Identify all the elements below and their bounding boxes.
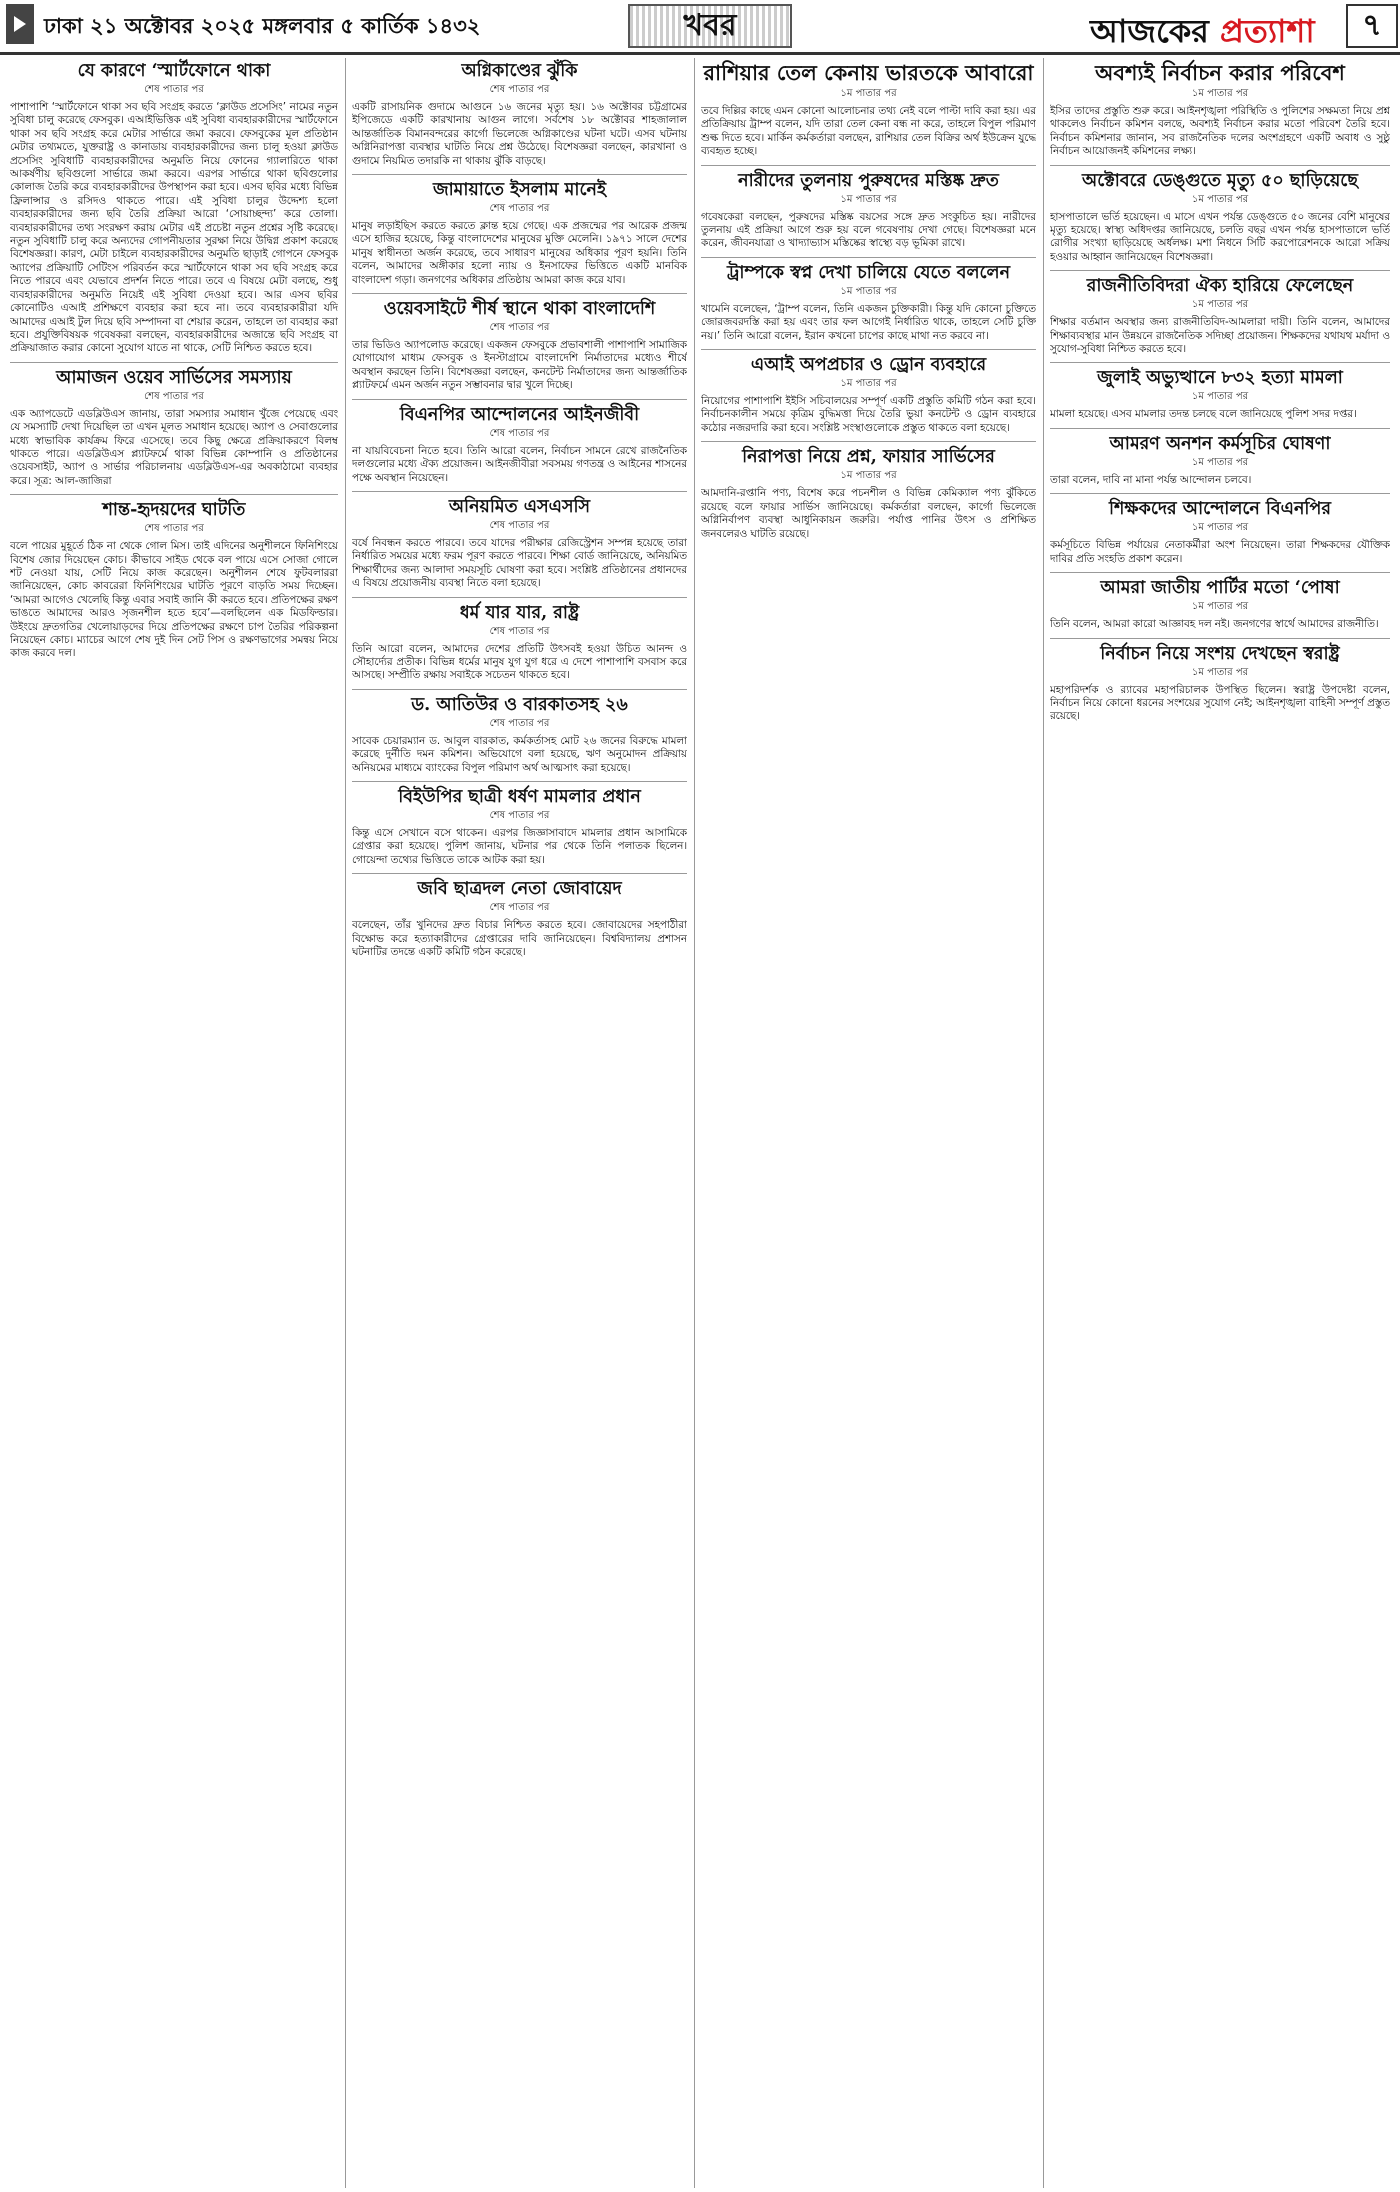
article-continuation-note: শেষ পাতার পর bbox=[144, 523, 204, 535]
article-body: কিন্তু এসে সেখানে বসে থাকেন। এরপর জিজ্ঞাসাবাদে মামলার প্রধান আসামিকে গ্রেপ্তার করা হয়েছে। পুলিশ জানায়, ঘটনার পর থেকে তিনি পলাতক ছিলেন। গোয়েন্দা তথ্যের ভিত্তিতে তাকে আটক করা হয়। bbox=[352, 826, 687, 866]
article-body: মানুষ লড়াইছিস করতে করতে ক্লান্ত হয়ে গেছে। এক প্রজন্মের পর আরেক প্রজন্ম এসে হাজির হয়েছে, কিন্তু বাংলাদেশের মানুষের মুক্তি মেলেনি। ১৯৭১ সালে দেশের মানুষ স্বাধীনতা অর্জন করেছে, তবে সাধারণ মানুষের অধিকার পূরণ হয়নি। তিনি বলেন, আমাদের অঙ্গীকার হলো ন্যায় ও ইনসাফের ভিত্তিতে একটি মানবিক বাংলাদেশ গড়া। জনগণের অধিকার প্রতিষ্ঠায় আমরা কাজ করে যাব। bbox=[352, 220, 687, 286]
article-divider bbox=[1050, 270, 1390, 271]
column-rule bbox=[694, 58, 695, 2188]
article-continuation-note: শেষ পাতার পর bbox=[489, 902, 550, 914]
article-body: নিয়োগের পাশাপাশি ইইসি সচিবালয়ের সম্পূর্ণ একটি প্রস্তুতি কমিটি গঠন করা হবে। নির্বাচনকালীন সময়ে কৃত্রিম বুদ্ধিমত্তা দিয়ে তৈরি ভুয়া কনটেন্ট ও ড্রোন ব্যবহারে কঠোর নজরদারি করা হবে। সংশ্লিষ্ট সংস্থাগুলোকে প্রস্তুত থাকতে বলা হয়েছে। bbox=[701, 395, 1036, 434]
article bbox=[1050, 498, 1390, 566]
column-rule bbox=[345, 58, 346, 2188]
article-continuation-note: শেষ পাতার পর bbox=[489, 717, 550, 729]
article-divider bbox=[701, 257, 1036, 258]
article-body: পাশাপাশি ‘স্মার্টফোনে থাকা সব ছবি সংগ্রহ করতে ‘ক্লাউড প্রসেসিং’ নামের নতুন সুবিধা চালু করেছে ফেসবুক। এআইভিত্তিক এই সুবিধা ব্যবহারকারীদের স্মার্টফোনে থাকা সব ছবি সংগ্রহ করে মেটার সার্ভারে জমা করবে। ফেসবুকের মূল প্রতিষ্ঠান মেটার তথ্যমতে, যুক্তরাষ্ট্র ও কানাডায় ব্যবহারকারীদের জন্য চালু হওয়া ক্লাউড প্রসেসিং সুবিধাটি ব্যবহারকারীদের অনুমতি নিয়ে ফোনের গ্যালারিতে থাকা আকর্ষণীয় ছবিগুলো সার্ভারে জমা করবে। এরপর সার্ভারে থাকা ছবিগুলোর কোলাজ তৈরি করে ব্যবহারকারীদের উপস্থাপন করা হবে। এসব ছবির মধ্যে বিভিন্ন ফ্রিলান্সার ও রসিদও থাকতে পারে। এই সুবিধা চালুর উদ্দেশ্য হলো ব্যবহারকারীদের জন্য ছবি তৈরি প্রক্রিয়া আরো ‘সোয়াচ্ছন্দ্য’ করে তোলা। ব্যবহারকারীদের তথ্য সংরক্ষণ করায় মেটার এই প্রচেষ্টা নতুন প্রশ্নের সৃষ্টি করেছে। নতুন সুবিধাটি চালু করে অন্যদের গোপনীয়তার সুরক্ষা নিয়ে উদ্বিগ্ন প্রকাশ করেছে বিশেষজ্ঞরা। কারণ, মেটা চাইলে ব্যবহারকারীদের অনুমতি ছাড়াই গোপনে ফেসবুক অ্যাপের প্রক্রিয়াটি সেটিংস পরিবর্তন করে স্মার্টফোনে থাকা সব ছবি সংগ্রহ করে নিতে পারবে এবং যেভাবে প্রদর্শন নিতে পারে। তবে এ বিষয়ে মেটা বলছে, শুধু ব্যবহারকারীদের অনুমতি নিয়েই এই সুবিধা দেওয়া হবে। আর এসব ছবির কোনোটিও এআই প্রশিক্ষণে ব্যবহার করা হবে না। তবে ব্যবহারকারীরা যদি আমাদের এআই টুল দিয়ে ছবি সম্পাদনা বা শেয়ার করেন, তাহলে তা ব্যবহার করা হবে। প্রযুক্তিবিষয়ক গবেষকরা বলছেন, ব্যবহারকারীদের অজান্তে ছবি সংগ্রহ বা প্রক্রিয়াজাত করার কোনো সুযোগ যাতে না থাকে, সেটি নিশ্চিত করতে হবে। bbox=[10, 101, 338, 355]
article bbox=[10, 60, 338, 356]
article-headline: অগ্নিকাণ্ডের ঝুঁকি bbox=[461, 61, 578, 81]
article-headline: নিরাপত্তা নিয়ে প্রশ্ন, ফায়ার সার্ভিসের bbox=[742, 447, 995, 468]
article-divider bbox=[1050, 362, 1390, 363]
article-headline: জবি ছাত্রদল নেতা জোবায়েদ bbox=[417, 879, 622, 900]
article-continuation-note: ১ম পাতার পর bbox=[840, 285, 897, 297]
article-body: মহাপরিদর্শক ও র‌্যাবের মহাপরিচালক উপস্থিত ছিলেন। স্বরাষ্ট্র উপদেষ্টা বলেন, নির্বাচন নিয়ে কোনো ধরনের সংশয়ের সুযোগ নেই; আইনশৃঙ্খলা বাহিনী সম্পূর্ণ প্রস্তুত রয়েছে। bbox=[1050, 683, 1390, 723]
article bbox=[1050, 577, 1390, 631]
article-divider bbox=[352, 689, 687, 690]
article-headline: অক্টোবরে ডেঙ্গুতে মৃত্যু ৫০ ছাড়িয়েছে bbox=[1082, 170, 1358, 191]
article-body: ইসির তাদের প্রস্তুতি শুরু করে। আইনশৃঙ্খলা পরিস্থিতি ও পুলিশের সক্ষমতা নিয়ে প্রশ্ন থাকলেও নির্বাচন কমিশন বলছে, অবশ্যই নির্বাচন করার মতো পরিবেশ তৈরি হবে। নির্বাচন কমিশনার জানান, সব রাজনৈতিক দলের অংশগ্রহণে একটি অবাধ ও সুষ্ঠু নির্বাচন আয়োজনই কমিশনের লক্ষ্য। bbox=[1050, 105, 1390, 158]
column-1 bbox=[10, 58, 338, 2188]
article-body: মামলা হয়েছে। এসব মামলার তদন্ত চলছে বলে জানিয়েছে পুলিশ সদর দপ্তর। bbox=[1050, 408, 1357, 421]
article-body: আমদানি-রপ্তানি পণ্য, বিশেষ করে পচনশীল ও বিভিন্ন কেমিক্যাল পণ্য ঝুঁকিতে রয়েছে বলে ফায়ার সার্ভিস জানিয়েছে। কর্মকর্তারা বলছেন, কার্গো ভিলেজে অগ্নিনির্বাপণ ব্যবস্থা আধুনিকায়ন জরুরি। পর্যাপ্ত পানির উৎস ও প্রশিক্ষিত জনবলেরও ঘাটতি রয়েছে। bbox=[701, 487, 1036, 540]
date-line: ঢাকা ২১ অক্টোবর ২০২৫ মঙ্গলবার ৫ কার্তিক ১৪৩২ bbox=[44, 14, 481, 38]
article-headline: নির্বাচন নিয়ে সংশয় দেখছেন স্বরাষ্ট্র bbox=[1100, 643, 1340, 664]
article-divider bbox=[701, 441, 1036, 442]
article bbox=[1050, 170, 1390, 265]
article bbox=[352, 694, 687, 775]
article-divider bbox=[352, 873, 687, 874]
article-continuation-note: ১ম পাতার পর bbox=[840, 193, 897, 205]
article bbox=[352, 60, 687, 168]
article bbox=[352, 496, 687, 591]
article-continuation-note: শেষ পাতার পর bbox=[489, 84, 550, 95]
article bbox=[10, 367, 338, 488]
article-divider bbox=[352, 597, 687, 598]
article-body: তিনি আরো বলেন, আমাদের দেশের প্রতিটি উৎসবই হওয়া উচিত আনন্দ ও সৌহার্দ্যের প্রতীক। বিভিন্ন ধর্মের মানুষ যুগ যুগ ধরে এ দেশে পাশাপাশি বসবাস করে আসছে। সম্প্রীতি রক্ষায় সবাইকে সচেতন থাকতে হবে। bbox=[352, 642, 687, 682]
article-headline: বিইউপির ছাত্রী ধর্ষণ মামলার প্রধান bbox=[398, 786, 641, 807]
article-continuation-note: ১ম পাতার পর bbox=[1191, 299, 1249, 311]
article-continuation-note: শেষ পাতার পর bbox=[144, 84, 204, 95]
article-headline: বিএনপির আন্দোলনের আইনজীবী bbox=[399, 404, 640, 425]
article-headline: আমরণ অনশন কর্মসূচির ঘোষণা bbox=[1109, 433, 1331, 454]
article-headline: রাজনীতিবিদরা ঐক্য হারিয়ে ফেলেছেন bbox=[1086, 276, 1354, 297]
article-divider bbox=[1050, 572, 1390, 573]
article bbox=[1050, 60, 1390, 159]
article bbox=[352, 298, 687, 393]
article-headline: ট্রাম্পকে স্বপ্ন দেখা চালিয়ে যেতে বললেন bbox=[726, 262, 1011, 283]
article bbox=[701, 262, 1036, 343]
article-continuation-note: ১ম পাতার পর bbox=[1191, 601, 1249, 613]
article bbox=[1050, 275, 1390, 356]
article-continuation-note: ১ম পাতার পর bbox=[1191, 391, 1249, 403]
article-headline: অবশ্যই নির্বাচন করার পরিবেশ bbox=[1095, 60, 1345, 85]
article-headline: যে কারণে ‘স্মার্টফোনে থাকা bbox=[77, 61, 271, 81]
article-headline: শান্ত-হৃদয়দের ঘাটতি bbox=[102, 500, 246, 521]
masthead bbox=[0, 0, 1400, 54]
article-body: একটি রাসায়নিক গুদামে আগুনে ১৬ জনের মৃত্যু হয়। ১৬ অক্টোবর চট্টগ্রামের ইপিজেডে একটি কারখানায় আগুন লাগে। সর্বশেষ ১৮ অক্টোবর শাহজালাল আন্তর্জাতিক বিমানবন্দরের কার্গো ভিলেজে অগ্নিকাণ্ডের ঘটনা ঘটে। এসব ঘটনায় অগ্নিনিরাপত্তা ব্যবস্থার ঘাটতি নিয়ে প্রশ্ন উঠেছে। বিশেষজ্ঞরা বলছেন, কারখানা ও গুদামে নিয়মিত তদারকি না থাকায় ঝুঁকি বাড়ছে। bbox=[352, 101, 687, 167]
article-divider bbox=[352, 491, 687, 492]
article-continuation-note: ১ম পাতার পর bbox=[1191, 522, 1249, 534]
article-body: বলেছেন, তাঁর খুনিদের দ্রুত বিচার নিশ্চিত করতে হবে। জোবায়েদের সহপাঠীরা বিক্ষোভ করে হত্যাকারীদের গ্রেপ্তারের দাবি জানিয়েছেন। বিশ্ববিদ্যালয় প্রশাসন ঘটনাটির তদন্তে একটি কমিটি গঠন করেছে। bbox=[352, 919, 687, 958]
page-number: ৭ bbox=[1346, 4, 1398, 48]
logo-prefix: আজকের bbox=[1090, 12, 1209, 50]
column-3 bbox=[701, 58, 1036, 2188]
column-2 bbox=[352, 58, 687, 2188]
article bbox=[701, 354, 1036, 435]
article-headline: রাশিয়ার তেল কেনায় ভারতকে আবারো bbox=[703, 60, 1034, 85]
article-body: তিনি বলেন, আমরা কারো আজ্ঞাবহ দল নই। জনগণের স্বার্থে আমাদের রাজনীতি। bbox=[1050, 618, 1379, 631]
article-continuation-note: ১ম পাতার পর bbox=[1191, 88, 1249, 99]
article-body: এক অ্যাপডেটে এডব্লিউএস জানায়, তারা সমস্যার সমাধান খুঁজে পেয়েছে এবং যে সমস্যাটি দেখা দিয়েছিল তা এখন মূলত সমাধান হয়েছে। অ্যাপ ও সেবাগুলোর মধ্যে স্বাভাবিক কার্যক্রম ফিরে এসেছে। তবে কিছু ক্ষেত্রে প্রক্রিয়াকরণে বিলম্ব থাকতে পারে। এডব্লিউএস প্ল্যাটফর্মে থাকা বিভিন্ন কোম্পানি ও প্রতিষ্ঠানের ওয়েবসাইট, অ্যাপ ও সার্ভার পরিচালনায় এডব্লিউএস-এর অবকাঠামো ব্যবহার করে। সূত্র: আল-জাজিরা bbox=[10, 407, 338, 487]
article-body: সাবেক চেয়ারম্যান ড. আবুল বারকাত, কর্মকর্তাসহ মোট ২৬ জনের বিরুদ্ধে মামলা করেছে দুর্নীতি দমন কমিশন। অভিযোগে বলা হয়েছে, ঋণ অনুমোদন প্রক্রিয়ায় অনিয়মের মাধ্যমে ব্যাংকের বিপুল পরিমাণ অর্থ আত্মসাৎ করা হয়েছে। bbox=[352, 734, 687, 774]
article bbox=[10, 499, 338, 661]
column-4 bbox=[1050, 58, 1390, 2188]
article-divider bbox=[352, 399, 687, 400]
article-continuation-note: ১ম পাতার পর bbox=[840, 378, 897, 390]
article bbox=[352, 404, 687, 485]
column-rule bbox=[1043, 58, 1044, 2188]
header-rule bbox=[0, 52, 1400, 55]
page-corner-arrow-icon bbox=[6, 4, 34, 44]
article bbox=[701, 170, 1036, 251]
article-continuation-note: শেষ পাতার পর bbox=[489, 809, 550, 821]
article bbox=[701, 446, 1036, 541]
article-headline: আমাজন ওয়েব সার্ভিসের সমস্যায় bbox=[56, 367, 292, 388]
article-divider bbox=[1050, 493, 1390, 494]
article bbox=[352, 878, 687, 959]
logo-accent: প্রত্যাশা bbox=[1219, 12, 1315, 50]
article bbox=[352, 179, 687, 287]
article-continuation-note: ১ম পাতার পর bbox=[1191, 193, 1249, 205]
article-divider bbox=[1050, 165, 1390, 166]
article-body: গবেষকেরা বলছেন, পুরুষদের মস্তিষ্ক বয়সের সঙ্গে দ্রুত সংকুচিত হয়। নারীদের তুলনায় এই প্রক্রিয়া আগে শুরু হয় বলে গবেষণায় দেখা গেছে। বিশেষজ্ঞরা মনে করেন, জীবনযাত্রা ও খাদ্যাভ্যাস মস্তিষ্কের স্বাস্থ্যে বড় ভূমিকা রাখে। bbox=[701, 210, 1036, 250]
article-headline: নারীদের তুলনায় পুরুষদের মস্তিষ্ক দ্রুত bbox=[738, 170, 999, 191]
article bbox=[352, 786, 687, 867]
article-body: তার ভিডিও অ্যাপলোড করেছে। একজন ফেসবুকে প্রভাবশালী পাশাপাশি সামাজিক যোগাযোগ মাধ্যম ফেসবুক ও ইনস্টাগ্রামে বাংলাদেশি নির্মাতাদের মধ্যেও শীর্ষে অবস্থান করছেন তিনি। বিশেষজ্ঞরা বলছেন, কনটেন্ট নির্মাতাদের জন্য আন্তর্জাতিক প্ল্যাটফর্মে এমন অর্জন নতুন সম্ভাবনার দ্বার খুলে দিচ্ছে। bbox=[352, 339, 687, 392]
article bbox=[1050, 433, 1390, 487]
article-divider bbox=[352, 174, 687, 175]
article-body: বলে পায়ের মুহূর্তে ঠিক না থেকে গোল মিস। তাই এদিনের অনুশীলনে ফিনিশিংয়ে বিশেষ জোর দিয়েছেন কোচ। কীভাবে সাইড থেকে বল পায়ে এসে সোজা গোলে শট নেওয়া যায়, সেটি নিয়ে কাজ করেছেন। অনুশীলন শেষে ফুটবলাররা জানিয়েছেন, কোচ কাবরেরা ফিনিশিংয়ের ঘাটতি পূরণে বাড়তি সময় দিচ্ছেন। ‘আমরা আগেও খেলেছি কিন্তু এবার সবাই জানি কী করতে হবে। প্রতিপক্ষের রক্ষণ ভাঙতে আমাদের আরও সৃজনশীল হতে হবে’—বলছিলেন এক মিডফিল্ডার। উইংয়ে দ্রুতগতির খেলোয়াড়দের দিয়ে প্রতিপক্ষের রক্ষণে চাপ তৈরির পরিকল্পনা নিয়েছেন কোচ। ম্যাচের আগে শেষ দুই দিন সেট পিস ও রক্ষণভাগের সমন্বয় নিয়ে কাজ করবে দল। bbox=[10, 540, 338, 660]
article bbox=[352, 602, 687, 683]
article-headline: জামায়াতে ইসলাম মানেই bbox=[432, 180, 607, 201]
article-continuation-note: শেষ পাতার পর bbox=[489, 519, 550, 531]
article-headline: শিক্ষকদের আন্দোলনে বিএনপির bbox=[1109, 499, 1331, 520]
article bbox=[701, 60, 1036, 159]
article-divider bbox=[10, 494, 338, 495]
article-continuation-note: ১ম পাতার পর bbox=[1191, 666, 1249, 678]
article-headline: অনিয়মিত এসএসসি bbox=[448, 496, 591, 517]
article-body: খামেনি বলেছেন, ‘ট্রাম্প বলেন, তিনি একজন চুক্তিকারী। কিন্তু যদি কোনো চুক্তিতে জোরজবরদস্তি করা হয় এবং তার ফল আগেই নির্ধারিত থাকে, তাহলে সেটি চুক্তি নয়।’ তিনি আরো বলেন, ইরান কখনো চাপের কাছে মাথা নত করবে না। bbox=[701, 302, 1036, 342]
article-headline: এআই অপপ্রচার ও ড্রোন ব্যবহারে bbox=[750, 355, 987, 376]
article-divider bbox=[10, 362, 338, 363]
article bbox=[1050, 643, 1390, 724]
article-continuation-note: শেষ পাতার পর bbox=[489, 322, 550, 334]
article-headline: জুলাই অভ্যুত্থানে ৮৩২ হত্যা মামলা bbox=[1097, 368, 1343, 389]
article-body: তারা বলেন, দাবি না মানা পর্যন্ত আন্দোলন চলবে। bbox=[1050, 473, 1252, 486]
article-continuation-note: ১ম পাতার পর bbox=[840, 470, 897, 482]
article-continuation-note: ১ম পাতার পর bbox=[1191, 456, 1249, 468]
article-divider bbox=[352, 293, 687, 294]
section-title: খবর bbox=[628, 4, 792, 48]
article-body: বর্ষে নিবন্ধন করতে পারবে। তবে যাদের পরীক্ষার রেজিস্ট্রেশন সম্পন্ন হয়েছে তারা নির্ধারিত সময়ের মধ্যে ফরম পূরণ করতে পারবে। শিক্ষা বোর্ড জানিয়েছে, অনিয়মিত শিক্ষার্থীদের জন্য আলাদা সময়সূচি ঘোষণা করা হবে। সংশ্লিষ্ট প্রতিষ্ঠানের প্রধানদের এ বিষয়ে প্রয়োজনীয় ব্যবস্থা নিতে বলা হয়েছে। bbox=[352, 536, 687, 590]
article-headline: ধর্ম যার যার, রাষ্ট্র bbox=[459, 602, 580, 623]
article bbox=[1050, 367, 1390, 421]
article-headline: আমরা জাতীয় পার্টির মতো ‘পোষা bbox=[1100, 578, 1340, 599]
article-body: শিক্ষার বর্তমান অবস্থার জন্য রাজনীতিবিদ-আমলারা দায়ী। তিনি বলেন, আমাদের শিক্ষাব্যবস্থার মান উন্নয়নে রাজনৈতিক সদিচ্ছা প্রয়োজন। শিক্ষকদের যথাযথ মর্যাদা ও সুযোগ-সুবিধা নিশ্চিত করতে হবে। bbox=[1050, 316, 1390, 356]
article-body: কর্মসূচিতে বিভিন্ন পর্যায়ের নেতাকর্মীরা অংশ নিয়েছেন। তারা শিক্ষকদের যৌক্তিক দাবির প্রতি সংহতি প্রকাশ করেন। bbox=[1050, 539, 1390, 565]
article-divider bbox=[701, 349, 1036, 350]
article-divider bbox=[1050, 428, 1390, 429]
article-continuation-note: শেষ পাতার পর bbox=[144, 390, 204, 402]
article-continuation-note: শেষ পাতার পর bbox=[489, 427, 550, 439]
article-continuation-note: শেষ পাতার পর bbox=[489, 625, 550, 637]
article-headline: ড. আতিউর ও বারকাতসহ ২৬ bbox=[411, 694, 628, 715]
article-divider bbox=[352, 781, 687, 782]
article-continuation-note: শেষ পাতার পর bbox=[489, 203, 550, 215]
article-body: তবে দিল্লির কাছে এমন কোনো আলোচনার তথ্য নেই বলে পাল্টা দাবি করা হয়। এর প্রতিক্রিয়ায় ট্রাম্প বলেন, যদি তারা তেল কেনা বন্ধ না করে, তাহলে বিপুল পরিমাণ শুল্ক দিতে হবে। মার্কিন কর্মকর্তারা বলছেন, রাশিয়ার তেল বিক্রির অর্থ ইউক্রেন যুদ্ধে ব্যবহৃত হচ্ছে। bbox=[701, 105, 1036, 158]
article-headline: ওয়েবসাইটে শীর্ষ স্থানে থাকা বাংলাদেশি bbox=[383, 299, 656, 320]
article-divider bbox=[1050, 638, 1390, 639]
article-body: না যায়বিবেচনা নিতে হবে। তিনি আরো বলেন, নির্বাচন সামনে রেখে রাজনৈতিক দলগুলোর মধ্যে ঐক্য প্রয়োজন। আইনজীবীরা সবসময় গণতন্ত্র ও আইনের শাসনের পক্ষে অবস্থান নিয়েছেন। bbox=[352, 444, 687, 484]
article-body: হাসপাতালে ভর্তি হয়েছেন। এ মাসে এখন পর্যন্ত ডেঙ্গুতে ৫০ জনের বেশি মানুষের মৃত্যু হয়েছে। স্বাস্থ্য অধিদপ্তর জানিয়েছে, চলতি বছর এখন পর্যন্ত হাসপাতালে ভর্তি রোগীর সংখ্যা ছাড়িয়েছে অর্ধলক্ষ। মশা নিধনে সিটি করপোরেশনকে আরো সক্রিয় হওয়ার আহ্বান জানিয়েছেন বিশেষজ্ঞরা। bbox=[1050, 210, 1390, 263]
article-continuation-note: ১ম পাতার পর bbox=[840, 88, 897, 99]
article-divider bbox=[701, 165, 1036, 166]
